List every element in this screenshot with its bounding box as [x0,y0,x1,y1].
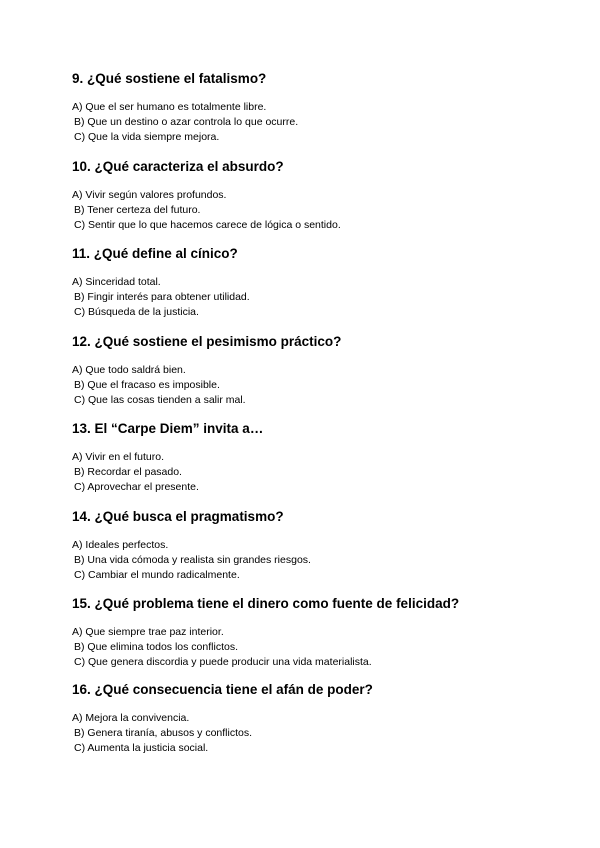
option-b: B) Tener certeza del futuro. [74,204,201,216]
option-list [72,100,542,145]
option-c: C) Sentir que lo que hacemos carece de lógica o sentido. [74,219,341,231]
option-c: C) Aumenta la justicia social. [74,742,209,754]
option-c: C) Aprovechar el presente. [74,481,199,493]
question-9 [72,70,542,145]
option-list [72,625,542,670]
question-title: 14. ¿Qué busca el pragmatismo? [72,509,284,524]
option-c: C) Que genera discordia y puede producir una vida materialista. [74,656,372,668]
option-list [72,275,542,320]
option-b: B) Que el fracaso es imposible. [74,379,220,391]
question-12 [72,333,542,408]
question-title: 15. ¿Qué problema tiene el dinero como fuente de felicidad? [72,596,460,611]
option-c: C) Que la vida siempre mejora. [74,131,220,143]
question-title: 9. ¿Qué sostiene el fatalismo? [72,71,267,86]
question-11 [72,245,542,320]
option-a: A) Que todo saldrá bien. [72,364,186,376]
question-title: 12. ¿Qué sostiene el pesimismo práctico? [72,334,342,349]
option-c: C) Cambiar el mundo radicalmente. [74,569,240,581]
option-b: B) Genera tiranía, abusos y conflictos. [74,727,253,739]
option-list [72,711,542,756]
option-b: B) Que elimina todos los conflictos. [74,641,238,653]
option-a: A) Mejora la convivencia. [72,712,190,724]
option-c: C) Que las cosas tienden a salir mal. [74,394,246,406]
option-list [72,188,542,233]
question-15 [72,595,542,670]
option-a: A) Que el ser humano es totalmente libre. [72,101,267,113]
question-14 [72,508,542,583]
option-a: A) Sinceridad total. [72,276,161,288]
option-list [72,363,542,408]
option-c: C) Búsqueda de la justicia. [74,306,199,318]
question-13 [72,420,542,495]
option-a: A) Que siempre trae paz interior. [72,626,224,638]
option-b: B) Fingir interés para obtener utilidad. [74,291,250,303]
question-title: 16. ¿Qué consecuencia tiene el afán de poder? [72,682,373,697]
option-a: A) Ideales perfectos. [72,539,169,551]
question-10 [72,158,542,233]
option-b: B) Que un destino o azar controla lo que ocurre. [74,116,299,128]
option-a: A) Vivir según valores profundos. [72,189,227,201]
question-title: 10. ¿Qué caracteriza el absurdo? [72,159,284,174]
option-b: B) Una vida cómoda y realista sin grandes riesgos. [74,554,311,566]
option-b: B) Recordar el pasado. [74,466,182,478]
question-title: 13. El “Carpe Diem” invita a… [72,421,264,436]
option-list [72,538,542,583]
option-list [72,450,542,495]
question-16 [72,681,542,756]
question-title: 11. ¿Qué define al cínico? [72,246,238,261]
option-a: A) Vivir en el futuro. [72,451,165,463]
